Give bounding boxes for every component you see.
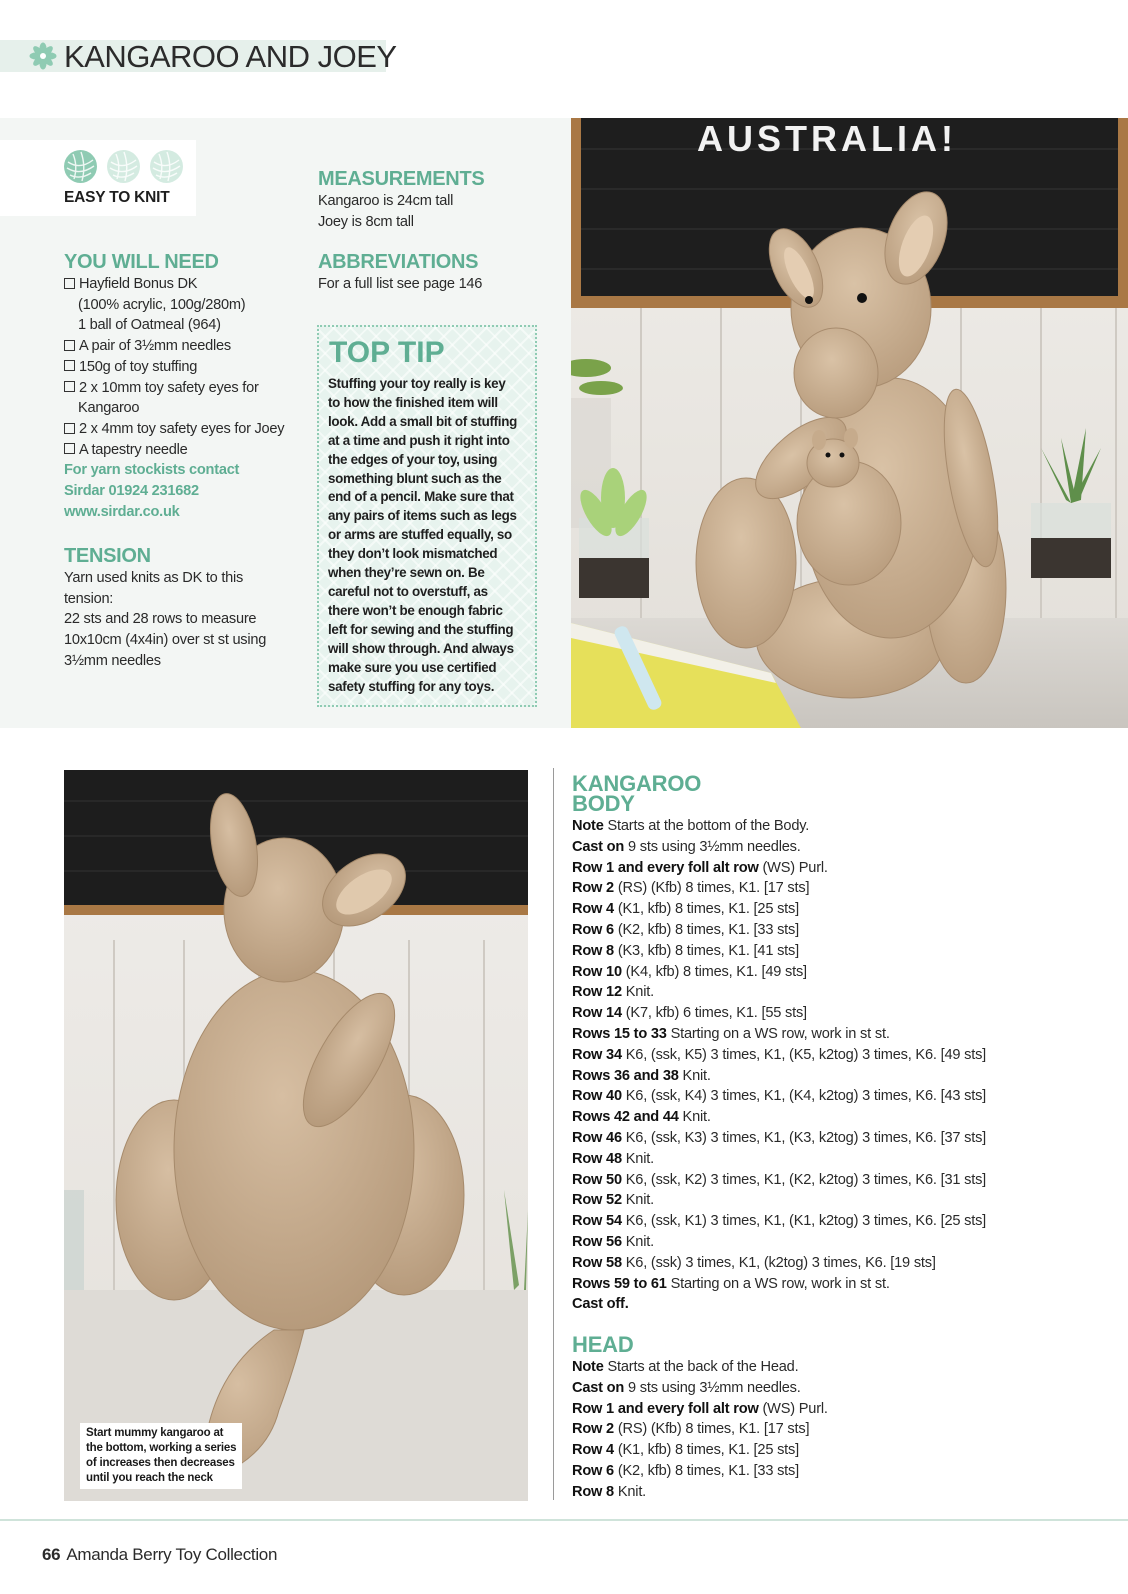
instruction-text: K6, (ssk) 3 times, K1, (k2tog) 3 times, K6. [19 sts] — [621, 1254, 936, 1271]
instruction-label: Row 12 — [572, 984, 622, 1001]
kangaroo-front-photo — [571, 118, 1128, 728]
tip-line: look. Add a small bit of stuffing — [328, 413, 517, 429]
list-item: A tapestry needle — [64, 440, 284, 461]
instruction-row — [572, 1190, 986, 1211]
list-item: Hayfield Bonus DK — [64, 274, 284, 295]
tension-line: 3½mm needles — [64, 652, 161, 669]
instruction-row — [572, 1378, 828, 1399]
instruction-label: Cast off. — [572, 1296, 629, 1313]
tip-line: when they’re sewn on. Be — [328, 565, 485, 581]
measurements-heading: MEASUREMENTS — [318, 168, 485, 190]
instruction-row — [572, 1461, 828, 1482]
instruction-row — [572, 1170, 986, 1191]
publication-name: Amanda Berry Toy Collection — [66, 1545, 278, 1564]
instruction-label: Row 14 — [572, 1005, 622, 1022]
you-will-need-heading: YOU WILL NEED — [64, 251, 219, 273]
instruction-label: Row 56 — [572, 1233, 622, 1250]
tension-text — [64, 568, 266, 672]
tip-line: they don’t look mismatched — [328, 546, 498, 562]
list-item-line: 1 ball of Oatmeal (964) — [78, 317, 221, 334]
measurement-line: Joey is 8cm tall — [318, 213, 414, 230]
tension-heading: TENSION — [64, 545, 151, 567]
instruction-label: Row 52 — [572, 1192, 622, 1209]
tension-line: tension: — [64, 590, 114, 607]
tip-line: or arms are stuffed equally, so — [328, 527, 512, 543]
instruction-text: Knit. — [621, 1233, 654, 1250]
instruction-text: Starts at the bottom of the Body. — [603, 818, 810, 834]
instruction-row — [572, 1419, 828, 1440]
kangaroo-back-photo — [64, 770, 528, 1501]
instruction-label: Row 48 — [572, 1150, 622, 1167]
photo-caption — [80, 1423, 242, 1489]
footer-rule — [0, 1519, 1128, 1521]
instruction-row — [572, 1066, 986, 1087]
instruction-label: Row 50 — [572, 1171, 622, 1188]
instruction-label: Row 40 — [572, 1088, 622, 1105]
instruction-label: Row 46 — [572, 1129, 622, 1146]
instruction-label: Row 4 — [572, 1442, 614, 1459]
instruction-label: Row 1 and every foll alt row — [572, 1400, 759, 1417]
instruction-label: Row 10 — [572, 963, 622, 980]
instruction-row — [572, 1274, 986, 1295]
instruction-text: Knit. — [678, 1109, 711, 1126]
instruction-row — [572, 1357, 828, 1378]
instruction-row — [572, 1294, 986, 1315]
head-instructions — [572, 1357, 828, 1503]
instruction-row — [572, 1107, 986, 1128]
tip-line: something blunt such as the — [328, 470, 502, 486]
tension-line: 10x10cm (4x4in) over st st using — [64, 632, 267, 649]
instruction-text: Knit. — [621, 984, 654, 1001]
tension-line: 22 sts and 28 rows to measure — [64, 611, 257, 628]
checkbox-icon — [64, 278, 75, 289]
instruction-label: Rows 15 to 33 — [572, 1025, 667, 1042]
instruction-text: Starts at the back of the Head. — [603, 1359, 799, 1375]
instruction-row — [572, 858, 986, 879]
top-tip-heading: TOP TIP — [329, 336, 445, 369]
instruction-text: Starting on a WS row, work in st st. — [666, 1275, 890, 1292]
list-item: 2 x 10mm toy safety eyes for — [64, 378, 284, 399]
yarn-ball-icon — [150, 150, 183, 183]
flower-icon — [28, 41, 58, 71]
instruction-label: Rows 36 and 38 — [572, 1067, 679, 1084]
tip-line: end of a pencil. Make sure that — [328, 489, 514, 505]
caption-line: the bottom, working a series — [86, 1442, 237, 1454]
abbreviations-text: For a full list see page 146 — [318, 276, 483, 292]
checkbox-icon — [64, 381, 75, 392]
list-item: 2 x 4mm toy safety eyes for Joey — [64, 419, 284, 440]
instruction-row — [572, 1253, 986, 1274]
checkbox-icon — [64, 443, 75, 454]
instruction-row — [572, 1440, 828, 1461]
abbreviations-heading: ABBREVIATIONS — [318, 251, 479, 273]
instruction-text: Knit. — [678, 1067, 711, 1084]
instruction-text: (K1, kfb) 8 times, K1. [25 sts] — [613, 1442, 799, 1459]
list-item-line: (100% acrylic, 100g/280m) — [78, 296, 246, 313]
instruction-label: Cast on — [572, 1379, 625, 1396]
instruction-label: Row 34 — [572, 1046, 622, 1063]
page-number: 66 — [42, 1545, 61, 1564]
instruction-label: Rows 59 to 61 — [572, 1275, 667, 1292]
instruction-label: Rows 42 and 44 — [572, 1109, 679, 1126]
instruction-row — [572, 816, 986, 837]
instruction-row — [572, 1149, 986, 1170]
instruction-row — [572, 1482, 828, 1503]
tip-line: make sure you use certified — [328, 659, 497, 675]
instruction-text: (K7, kfb) 6 times, K1. [55 sts] — [621, 1005, 807, 1022]
instruction-label: Row 2 — [572, 880, 614, 897]
instruction-label: Row 2 — [572, 1421, 614, 1438]
instruction-row — [572, 920, 986, 941]
tip-line: to how the finished item will — [328, 394, 498, 410]
instruction-text: K6, (ssk, K1) 3 times, K1, (K1, k2tog) 3 times, K6. [25 sts] — [621, 1213, 987, 1230]
instruction-row — [572, 1024, 986, 1045]
instruction-row — [572, 1045, 986, 1066]
instruction-text: (K2, kfb) 8 times, K1. [33 sts] — [613, 921, 799, 938]
instruction-text: (K2, kfb) 8 times, K1. [33 sts] — [613, 1462, 799, 1479]
instruction-text: Knit. — [621, 1150, 654, 1167]
tip-line: will show through. And always — [328, 640, 514, 656]
tip-line: there won’t be enough fabric — [328, 602, 503, 618]
instruction-text: (WS) Purl. — [758, 859, 828, 876]
tip-line: at a time and push it right into — [328, 432, 510, 448]
measurement-line: Kangaroo is 24cm tall — [318, 193, 454, 209]
instruction-text: (K1, kfb) 8 times, K1. [25 sts] — [613, 901, 799, 918]
instruction-text: K6, (ssk, K5) 3 times, K1, (K5, k2tog) 3 times, K6. [49 sts] — [621, 1046, 987, 1063]
instruction-label: Row 58 — [572, 1254, 622, 1271]
instruction-label: Row 8 — [572, 942, 614, 959]
pattern-section-heading: KANGAROO — [572, 771, 702, 796]
instruction-text: (K3, kfb) 8 times, K1. [41 sts] — [613, 942, 799, 959]
instruction-row — [572, 1128, 986, 1149]
instruction-text: 9 sts using 3½mm needles. — [624, 1379, 801, 1396]
instruction-label: Row 54 — [572, 1213, 622, 1230]
instruction-text: (RS) (Kfb) 8 times, K1. [17 sts] — [613, 880, 810, 897]
instruction-text: K6, (ssk, K2) 3 times, K1, (K2, k2tog) 3 times, K6. [31 sts] — [621, 1171, 987, 1188]
letterboard-text: AUSTRALIA! — [697, 118, 957, 159]
instruction-row — [572, 899, 986, 920]
instruction-row — [572, 1086, 986, 1107]
instruction-text: (RS) (Kfb) 8 times, K1. [17 sts] — [613, 1421, 810, 1438]
checkbox-icon — [64, 340, 75, 351]
instruction-label: Row 1 and every foll alt row — [572, 859, 759, 876]
you-will-need-list — [64, 274, 284, 522]
instruction-row — [572, 1211, 986, 1232]
instruction-text: (K4, kfb) 8 times, K1. [49 sts] — [621, 963, 807, 980]
yarn-ball-icon — [64, 150, 97, 183]
tip-line: safety stuffing for any toys. — [328, 678, 495, 694]
instruction-text: Knit. — [613, 1483, 647, 1500]
instruction-label: Note — [572, 818, 604, 834]
yarn-ball-icon — [107, 150, 140, 183]
instruction-label: Cast on — [572, 838, 625, 855]
instruction-row — [572, 837, 986, 858]
instruction-label: Row 4 — [572, 901, 614, 918]
tip-line: left for sewing and the stuffing — [328, 621, 514, 637]
list-item-line: Kangaroo — [78, 400, 140, 417]
tip-line: careful not to overstuff, as — [328, 583, 488, 599]
instruction-row — [572, 1003, 986, 1024]
instruction-row — [572, 1399, 828, 1420]
instruction-label: Note — [572, 1359, 604, 1375]
instruction-row — [572, 1232, 986, 1253]
instruction-text: Knit. — [621, 1192, 654, 1209]
stockist-line: For yarn stockists contact — [64, 462, 240, 479]
instruction-text: Starting on a WS row, work in st st. — [666, 1025, 890, 1042]
list-item: A pair of 3½mm needles — [64, 336, 284, 357]
tension-line: Yarn used knits as DK to this — [64, 570, 244, 586]
checkbox-icon — [64, 423, 75, 434]
instruction-row — [572, 962, 986, 983]
caption-line: of increases then decreases — [86, 1457, 235, 1469]
stockist-website[interactable]: www.sirdar.co.uk — [64, 503, 180, 520]
instruction-row — [572, 878, 986, 899]
checkbox-icon — [64, 360, 75, 371]
page-footer — [42, 1545, 277, 1565]
tip-line: the edges of your toy, using — [328, 451, 498, 467]
skill-label: EASY TO KNIT — [64, 189, 170, 206]
instruction-label: Row 6 — [572, 1462, 614, 1479]
top-tip-text — [328, 375, 534, 696]
instruction-row — [572, 941, 986, 962]
column-divider — [553, 768, 554, 1500]
measurements-text — [318, 191, 453, 232]
instruction-row — [572, 982, 986, 1003]
caption-line: until you reach the neck — [86, 1472, 213, 1484]
body-instructions — [572, 816, 986, 1315]
stockist-phone: Sirdar 01924 231682 — [64, 483, 199, 500]
tip-line: any pairs of items such as legs — [328, 508, 517, 524]
head-heading: HEAD — [572, 1332, 634, 1357]
instruction-label: Row 8 — [572, 1483, 614, 1500]
tip-line: Stuffing your toy really is key — [328, 376, 506, 391]
instruction-text: 9 sts using 3½mm needles. — [624, 838, 801, 855]
caption-line: Start mummy kangaroo at — [86, 1427, 224, 1439]
instruction-label: Row 6 — [572, 921, 614, 938]
instruction-text: (WS) Purl. — [758, 1400, 828, 1417]
list-item: 150g of toy stuffing — [64, 357, 284, 378]
instruction-text: K6, (ssk, K3) 3 times, K1, (K3, k2tog) 3 times, K6. [37 sts] — [621, 1129, 987, 1146]
instruction-text: K6, (ssk, K4) 3 times, K1, (K4, k2tog) 3 times, K6. [43 sts] — [621, 1088, 987, 1105]
body-heading: BODY — [572, 791, 635, 816]
page-title: KANGAROO AND JOEY — [64, 39, 397, 74]
